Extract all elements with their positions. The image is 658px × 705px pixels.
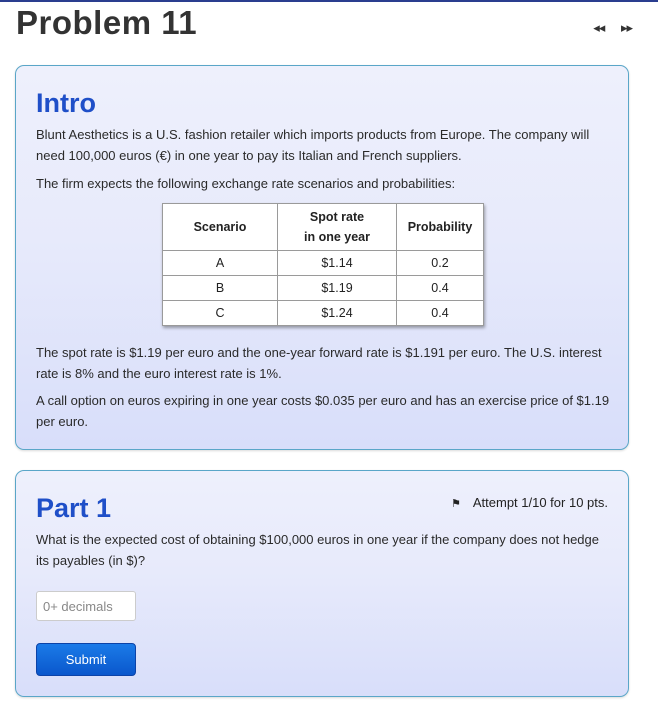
intro-paragraph-4: A call option on euros expiring in one year costs $0.035 per euro and has an exercise price of $1.19 per euro.: [36, 393, 610, 429]
intro-paragraph-1: Blunt Aesthetics is a U.S. fashion retailer which imports products from Europe. The company will need 100,000 euros (€) in one year to pay its Italian and French suppliers.: [36, 127, 590, 163]
intro-heading: Intro: [36, 88, 96, 118]
cell-probability: 0.4: [397, 301, 484, 326]
header-spot-rate: [278, 204, 397, 251]
part1-question: What is the expected cost of obtaining $100,000 euros in one year if the company does not hedge its payables (in $)?: [36, 532, 599, 568]
attempt-text: Attempt 1/10 for 10 pts.: [472, 495, 608, 510]
part1-heading: Part 1: [36, 493, 112, 523]
cell-probability: 0.2: [397, 251, 484, 276]
cell-spot-rate: $1.24: [278, 301, 397, 326]
header-scenario: Scenario: [163, 204, 278, 251]
exchange-rate-table: [162, 203, 484, 326]
table-row: [163, 301, 484, 326]
cell-spot-rate: $1.19: [278, 276, 397, 301]
cell-spot-rate: $1.14: [278, 251, 397, 276]
header-spot-line2: in one year: [304, 230, 370, 244]
cell-scenario: A: [163, 251, 278, 276]
flag-icon: ⚑: [450, 498, 461, 510]
intro-paragraph-2: The firm expects the following exchange rate scenarios and probabilities:: [36, 176, 456, 191]
top-border: [0, 0, 658, 2]
next-problem-icon[interactable]: ▸▸: [620, 20, 632, 35]
attempt-info: [451, 495, 608, 510]
table-row: [163, 251, 484, 276]
cell-scenario: C: [163, 301, 278, 326]
part1-card: [15, 470, 629, 697]
answer-input[interactable]: [36, 591, 136, 621]
table-row: [163, 276, 484, 301]
page-title: Problem 11: [16, 4, 198, 41]
problem-nav: [579, 20, 632, 36]
table-header-row: [163, 204, 484, 251]
submit-button[interactable]: Submit: [36, 643, 136, 676]
intro-card: [15, 65, 629, 450]
cell-probability: 0.4: [397, 276, 484, 301]
header-probability: Probability: [397, 204, 484, 251]
cell-scenario: B: [163, 276, 278, 301]
intro-paragraph-3: The spot rate is $1.19 per euro and the one-year forward rate is $1.191 per euro. The U.S. interest rate is 8% and the euro interest rate is 1%.: [36, 345, 602, 381]
header-spot-line1: Spot rate: [309, 210, 365, 224]
previous-problem-icon[interactable]: ◂◂: [593, 20, 605, 35]
